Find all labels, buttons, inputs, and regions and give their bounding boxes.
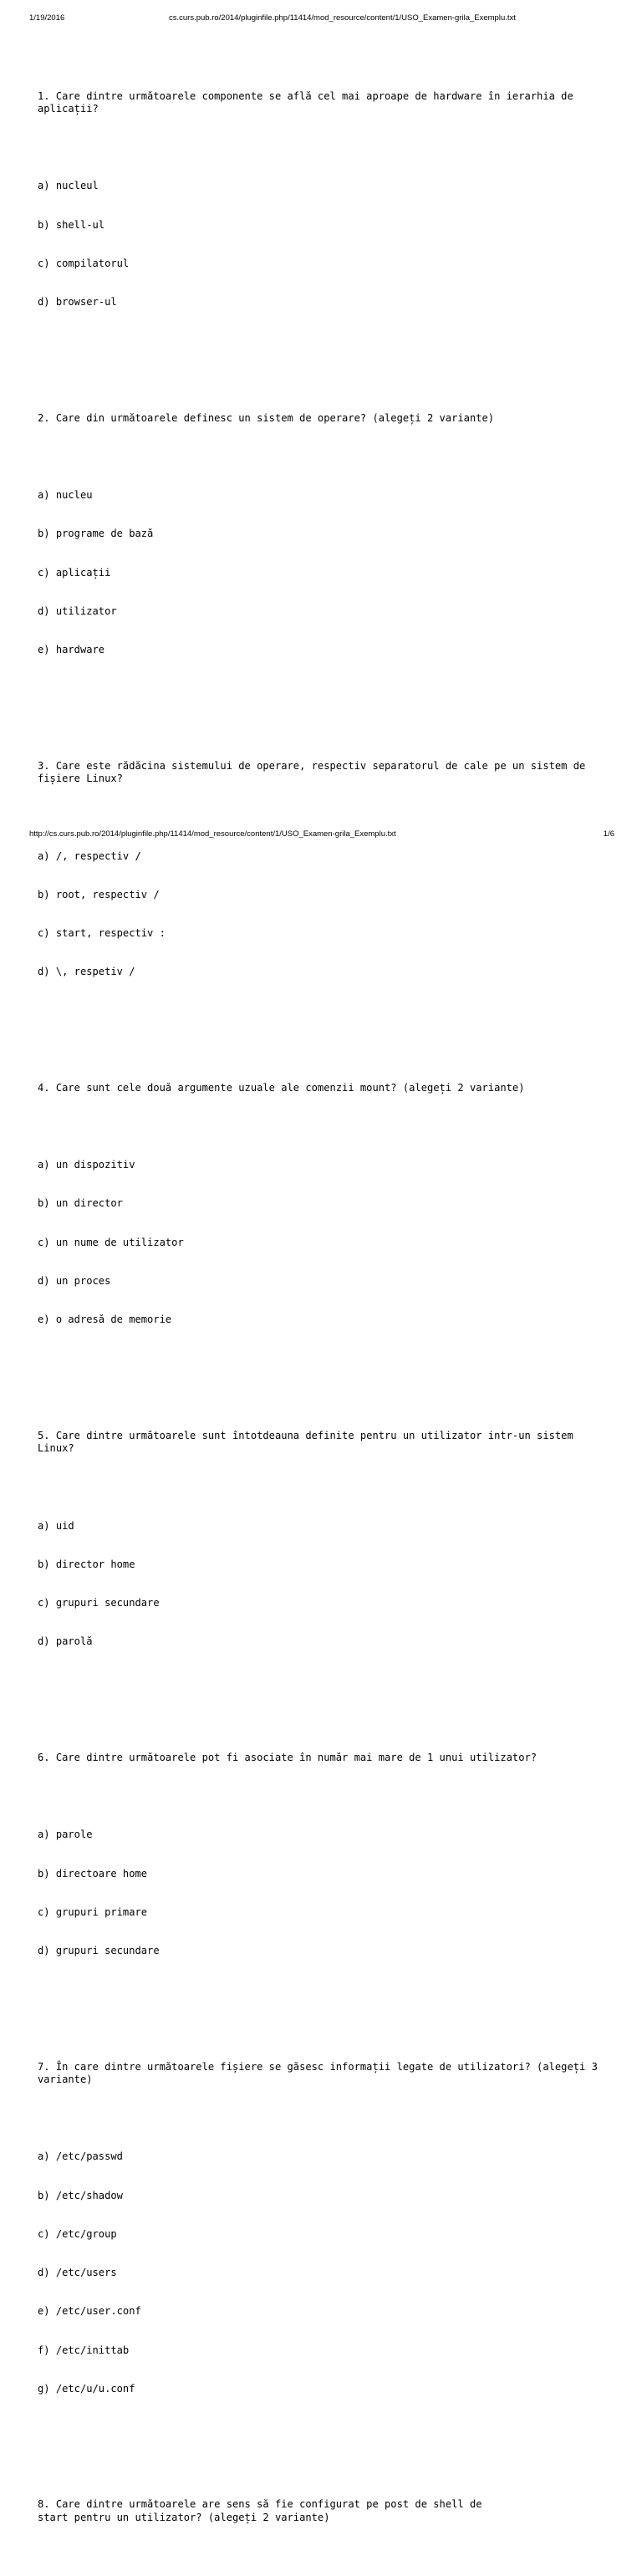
header-url: cs.curs.pub.ro/2014/pluginfile.php/11414/mod_resource/content/1/USO_Examen-grila_Exemplu.txt (169, 13, 516, 23)
page-number: 1/6 (603, 829, 614, 839)
page-header (0, 13, 642, 27)
option: e) hardware (38, 644, 105, 656)
question-5 (38, 1404, 614, 1675)
question-text: 8. Care dintre următoarele are sens să fie configurat pe post de shell de start pentru un utilizator? (alegeți 2 variante) (38, 2498, 482, 2523)
option: d) /etc/users (38, 2267, 117, 2279)
print-date: 1/19/2016 (29, 13, 65, 23)
option: a) un dispozitiv (38, 1159, 135, 1171)
question-2 (38, 386, 614, 682)
option: c) grupuri primare (38, 1905, 148, 1918)
option: a) nucleul (38, 180, 99, 192)
option: c) aplicații (38, 566, 111, 579)
page-footer (0, 829, 642, 843)
option: a) uid (38, 1519, 74, 1532)
option: d) browser-ul (38, 296, 117, 309)
footer-url: http://cs.curs.pub.ro/2014/pluginfile.php/11414/mod_resource/content/1/USO_Examen-grila_Exemplu.txt (29, 829, 396, 839)
question-text: 7. În care dintre următoarele fișiere se găsesc informații legate de utilizatori? (alegeți 3 variante) (38, 2060, 598, 2085)
option: b) shell-ul (38, 218, 105, 231)
option: d) grupuri secundare (38, 1944, 160, 1956)
question-4 (38, 1056, 614, 1352)
option: d) utilizator (38, 604, 117, 617)
option: c) un nume de utilizator (38, 1236, 184, 1248)
option: a) /, respectiv / (38, 849, 141, 862)
option: c) grupuri secundare (38, 1597, 160, 1609)
question-text: 2. Care din următoarele definesc un sistem de operare? (alegeți 2 variante) (38, 411, 495, 424)
question-3 (38, 734, 614, 1005)
document-body (38, 38, 614, 2576)
option: g) /etc/u/u.conf (38, 2382, 135, 2395)
option: b) programe de bază (38, 528, 154, 540)
option: a) parole (38, 1829, 93, 1841)
question-8 (38, 2473, 614, 2550)
option: c) compilatorul (38, 257, 130, 269)
option: b) /etc/shadow (38, 2189, 123, 2201)
option: b) un director (38, 1197, 123, 1210)
option: b) director home (38, 1558, 135, 1570)
question-1 (38, 64, 614, 335)
question-text: 4. Care sunt cele două argumente uzuale ale comenzii mount? (alegeți 2 variante) (38, 1081, 525, 1094)
option: d) parolă (38, 1635, 93, 1648)
option: e) o adresă de memorie (38, 1314, 172, 1326)
question-6 (38, 1726, 614, 1983)
option: c) /etc/group (38, 2227, 117, 2240)
option: b) directoare home (38, 1867, 148, 1880)
option: c) start, respectiv : (38, 926, 166, 939)
option: d) un proces (38, 1274, 111, 1287)
question-text: 3. Care este rădăcina sistemului de operare, respectiv separatorul de cale pe un sistem de fișiere Linux? (38, 759, 586, 785)
question-text: 1. Care dintre următoarele componente se află cel mai aproape de hardware în ierarhia de aplicații? (38, 89, 573, 115)
option: a) /etc/passwd (38, 2150, 123, 2163)
question-text: 5. Care dintre următoarele sunt întotdeauna definite pentru un utilizator intr-un sistem Linux? (38, 1429, 573, 1455)
question-7 (38, 2035, 614, 2421)
option: e) /etc/user.conf (38, 2305, 141, 2318)
question-text: 6. Care dintre următoarele pot fi asociate în număr mai mare de 1 unui utilizator? (38, 1751, 538, 1763)
option: a) nucleu (38, 489, 93, 502)
option: d) \, respetiv / (38, 966, 135, 978)
option: f) /etc/inittab (38, 2344, 130, 2356)
option: b) root, respectiv / (38, 888, 160, 900)
